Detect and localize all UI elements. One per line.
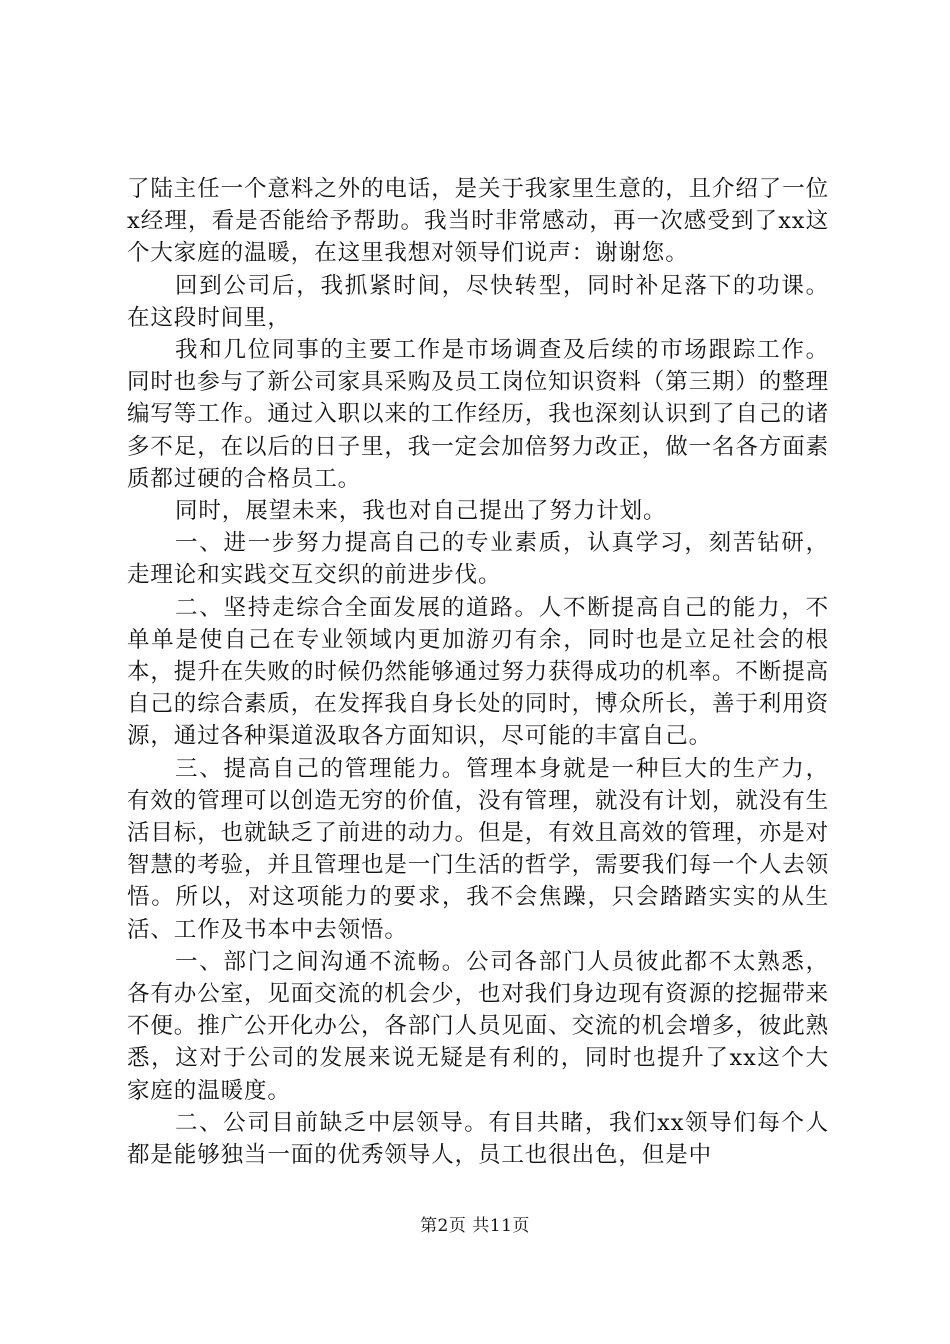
page-number-footer: 第2页 共11页 [420,1216,530,1236]
document-body [127,173,829,1171]
paragraph: 了陆主任一个意料之外的电话，是关于我家里生意的，且介绍了一位x经理，看是否能给予帮助。我当时非常感动，再一次感受到了xx这个大家庭的温暖，在这里我想对领导们说声：谢谢您。 [127,176,830,267]
paragraph: 二、公司目前缺乏中层领导。有目共睹，我们xx领导们每个人都是能够独当一面的优秀领导人，员工也很出色，但是中 [127,1109,829,1169]
paragraph: 三、提高自己的管理能力。管理本身就是一种巨大的生产力，有效的管理可以创造无穷的价值，没有管理，就没有计划，就没有生活目标，也就缺乏了前进的动力。但是，有效且高效的管理，亦是对智慧的考验，并且管理也是一门生活的哲学，需要我们每一个人去领悟。所以，对这项能力的要求，我不会焦躁，只会踏踏实实的从生活、工作及书本中去领悟。 [127,755,830,943]
paragraph: 我和几位同事的主要工作是市场调查及后续的市场跟踪工作。同时也参与了新公司家具采购及员工岗位知识资料（第三期）的整理编写等工作。通过入职以来的工作经历，我也深刻认识到了自己的诸多不足，在以后的日子里，我一定会加倍努力改正，做一名各方面素质都过硬的合格员工。 [127,337,830,492]
paragraph: 同时，展望未来，我也对自己提出了努力计划。 [175,498,667,525]
paragraph: 二、坚持走综合全面发展的道路。人不断提高自己的能力，不单单是使自己在专业领域内更加游刃有余，同时也是立足社会的根本，提升在失败的时候仍然能够通过努力获得成功的机率。不断提高自己的综合素质，在发挥我自身长处的同时，博众所长，善于利用资源，通过各种渠道汲取各方面知识，尽可能的丰富自己。 [127,594,830,750]
paragraph: 回到公司后，我抓紧时间，尽快转型，同时补足落下的功课。在这段时间里， [127,272,829,331]
paragraph: 一、进一步努力提高自己的专业素质，认真学习，刻苦钻研，走理论和实践交互交织的前进步伐。 [127,530,829,589]
paragraph: 一、部门之间沟通不流畅。公司各部门人员彼此都不太熟悉，各有办公室，见面交流的机会少，也对我们身边现有资源的挖掘带来不便。推广公开化办公，各部门人员见面、交流的机会增多，彼此熟悉，这对于公司的发展来说无疑是有利的，同时也提升了xx这个大家庭的温暖度。 [127,948,830,1104]
